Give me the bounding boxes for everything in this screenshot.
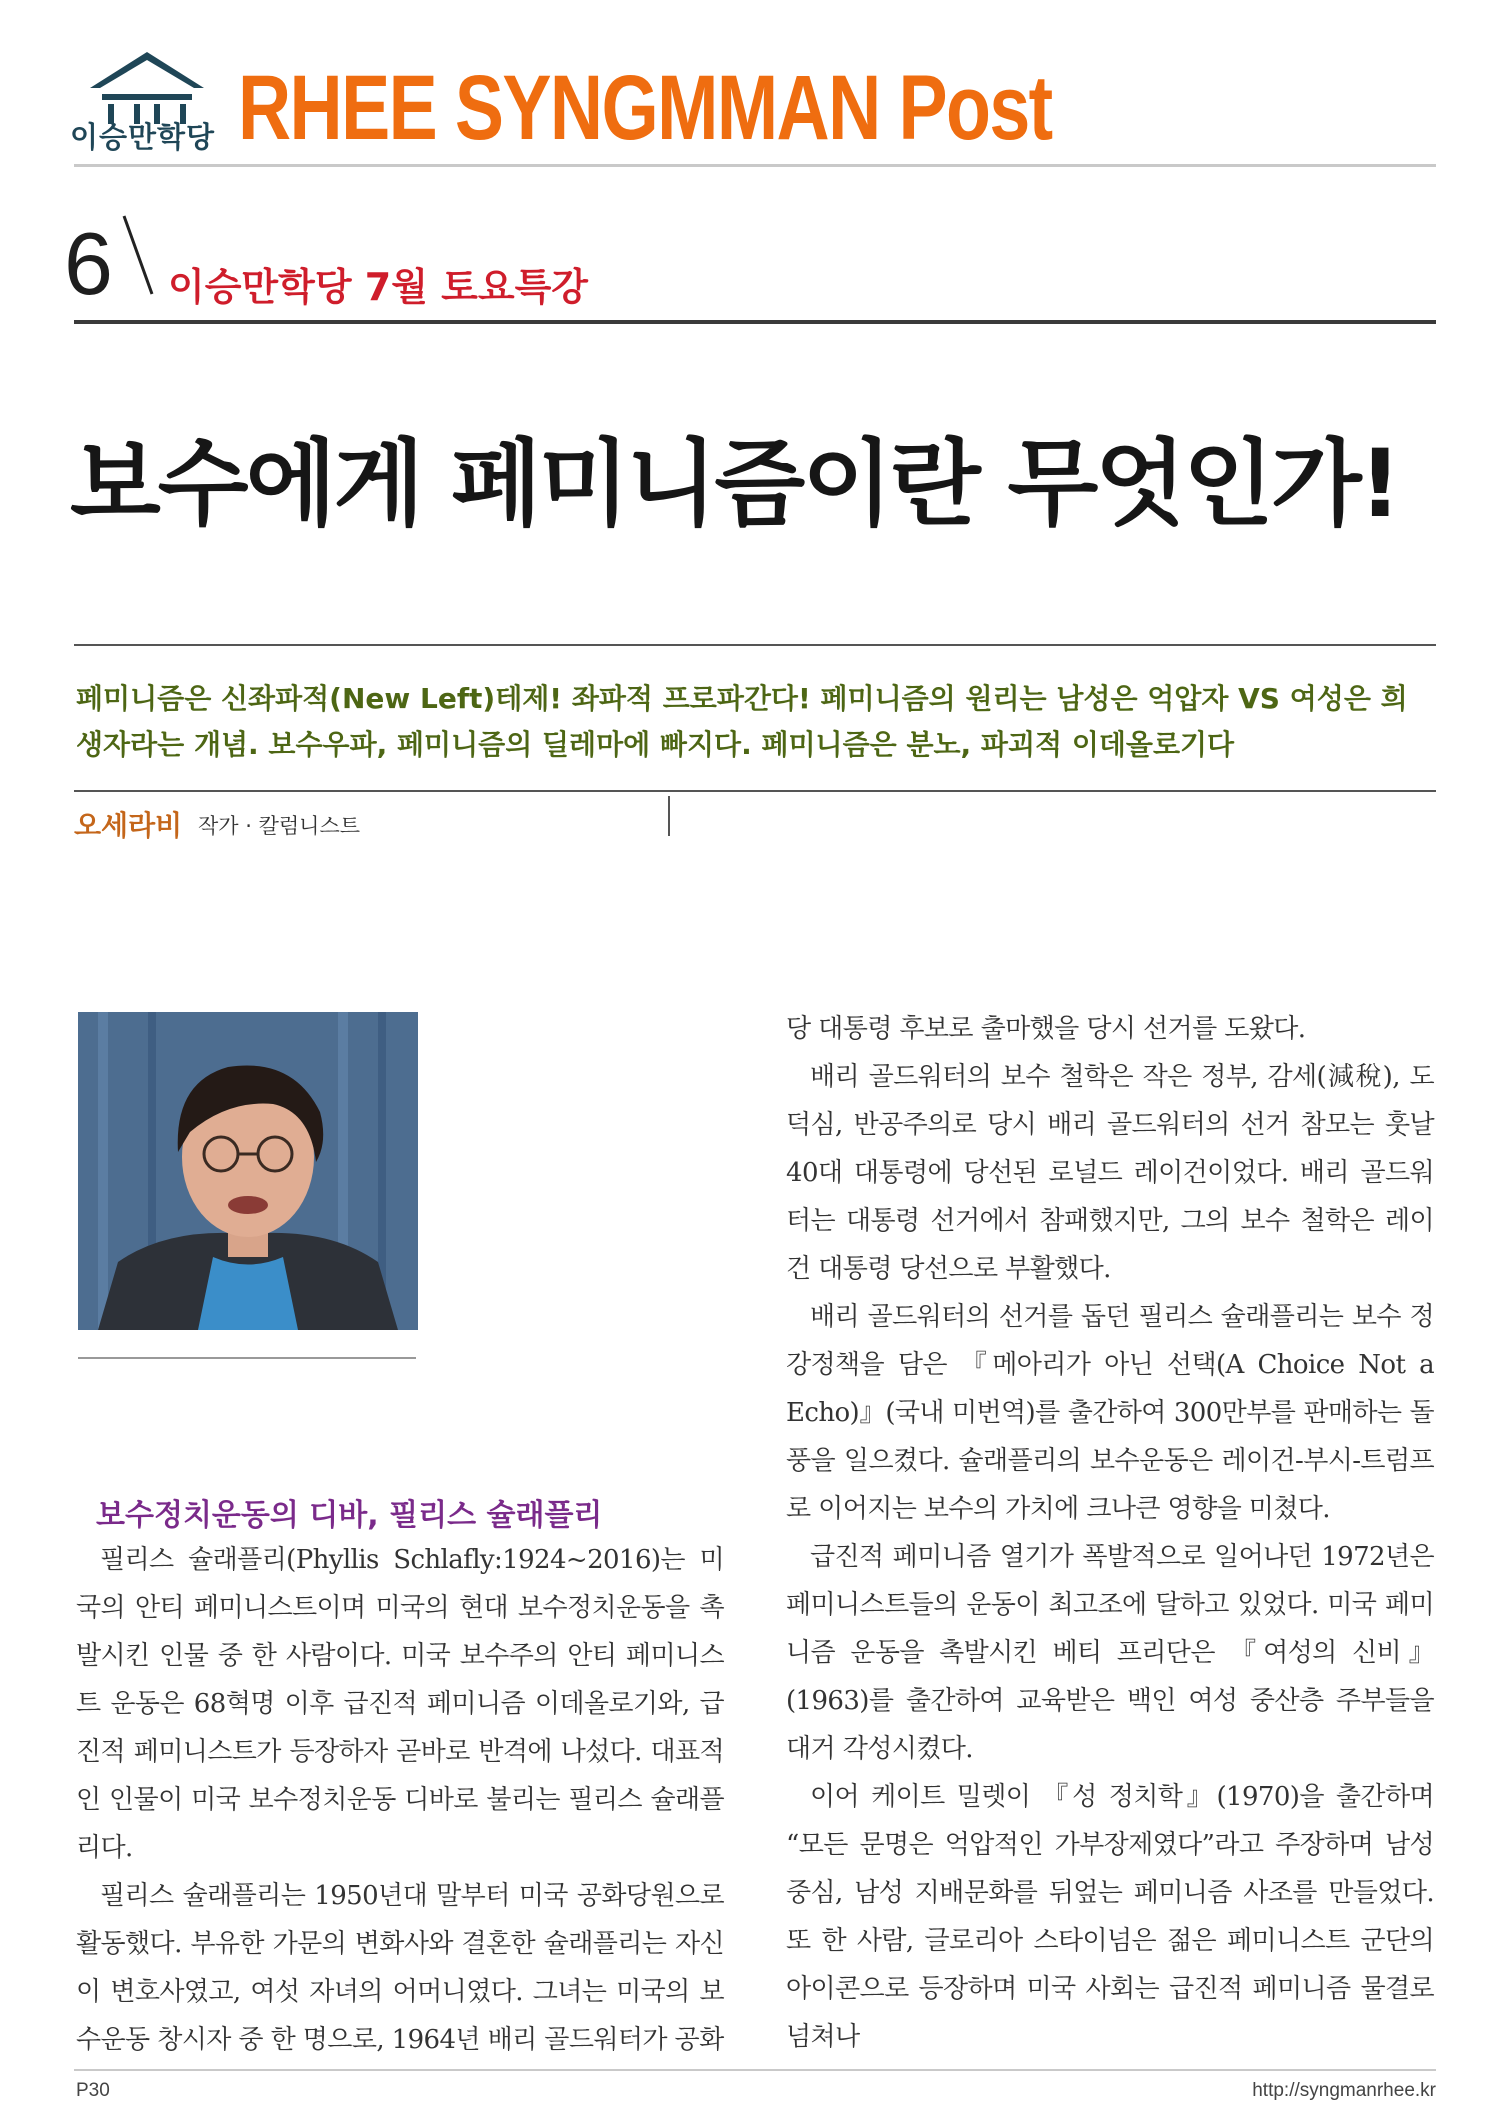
- section-title: 이승만학당 7월 토요특강: [168, 265, 588, 309]
- article-headline: 보수에게 페미니즘이란 무엇인가!: [70, 430, 1399, 539]
- author-role: 작가 · 칼럼니스트: [198, 814, 361, 838]
- article-subhead: 보수정치운동의 디바, 필리스 슐래플리: [96, 1498, 603, 1533]
- masthead-divider: [74, 164, 1436, 167]
- paragraph: 이어 케이트 밀렛이 『성 정치학』(1970)을 출간하며 “모든 문명은 억압적인 가부장제였다”라고 주장하며 남성 중심, 남성 지배문화를 뒤엎는 페미니즘 사조를 만들었다. 또 한 사람, 글로리아 스타이넘은 젊은 페미니스트 군단의 아이콘으로 등장하며 미국 사회는 급진적 페미니즘 물결로 넘쳐나: [786, 1782, 1434, 2052]
- backslash-divider-icon: [118, 210, 158, 300]
- paragraph: 필리스 슐래플리는 1950년대 말부터 미국 공화당원으로 활동했다. 부유한 가문의 변화사와 결혼한 슐래플리는 자신이 변호사였고, 여섯 자녀의 어머니였다. 그녀는 미국의 보수운동 창시자 중 한 명으로, 1964년 배리 골드워터가 공화: [76, 1881, 724, 2055]
- logo-text: 이승만학당: [70, 120, 216, 154]
- footer-url[interactable]: http://syngmanrhee.kr: [1252, 2080, 1436, 2101]
- page-number: P30: [76, 2080, 110, 2101]
- section-number: 6: [64, 214, 113, 313]
- left-column: [76, 1536, 724, 2064]
- paragraph: 당 대통령 후보로 출마했을 당시 선거를 도왔다.: [786, 1014, 1306, 1044]
- author-name: 오세라비: [74, 809, 183, 842]
- right-column: [786, 1005, 1434, 2061]
- photo-divider: [78, 1357, 416, 1359]
- deck-bottom-divider: [74, 790, 1436, 792]
- paragraph: 배리 골드워터의 보수 철학은 작은 정부, 감세(減稅), 도덕심, 반공주의로 당시 배리 골드워터의 선거 참모는 훗날 40대 대통령에 당선된 로널드 레이건이었다. 배리 골드워터는 대통령 선거에서 참패했지만, 그의 보수 철학은 레이건 대통령 당선으로 부활했다.: [786, 1062, 1434, 1284]
- section-divider: [74, 320, 1436, 324]
- author-divider: [668, 796, 670, 836]
- article-deck: 페미니즘은 신좌파적(New Left)테제! 좌파적 프로파간다! 페미니즘의 원리는 남성은 억압자 VS 여성은 희생자라는 개념. 보수우파, 페미니즘의 딜레마에 빠지다. 페미니즘은 분노, 파괴적 이데올로기다: [76, 682, 1408, 761]
- paragraph: 급진적 페미니즘 열기가 폭발적으로 일어나던 1972년은 페미니스트들의 운동이 최고조에 달하고 있었다. 미국 페미니즘 운동을 촉발시킨 베티 프리단은 『여성의 신비』(1963)를 출간하여 교육받은 백인 여성 중산층 주부들을 대거 각성시켰다.: [786, 1542, 1434, 1764]
- deck-top-divider: [74, 644, 1436, 646]
- author-photo: [78, 1012, 418, 1330]
- masthead-title: RHEE SYNGMMAN Post: [238, 57, 1052, 159]
- paragraph: 배리 골드워터의 선거를 돕던 필리스 슐래플리는 보수 정강정책을 담은 『메아리가 아닌 선택(A Choice Not a Echo)』(국내 미번역)를 출간하여 300만부를 판매하는 돌풍을 일으켰다. 슐래플리의 보수운동은 레이건-부시-트럼프로 이어지는 보수의 가치에 크나큰 영향을 미쳤다.: [786, 1302, 1434, 1524]
- paragraph: 필리스 슐래플리(Phyllis Schlafly:1924~2016)는 미국의 안티 페미니스트이며 미국의 현대 보수정치운동을 촉발시킨 인물 중 한 사람이다. 미국 보수주의 안티 페미니스트 운동은 68혁명 이후 급진적 페미니즘 이데올로기와, 급진적 페미니스트가 등장하자 곧바로 반격에 나섰다. 대표적인 인물이 미국 보수정치운동 디바로 불리는 필리스 슐래플리다.: [76, 1545, 724, 1863]
- footer-divider: [74, 2069, 1436, 2071]
